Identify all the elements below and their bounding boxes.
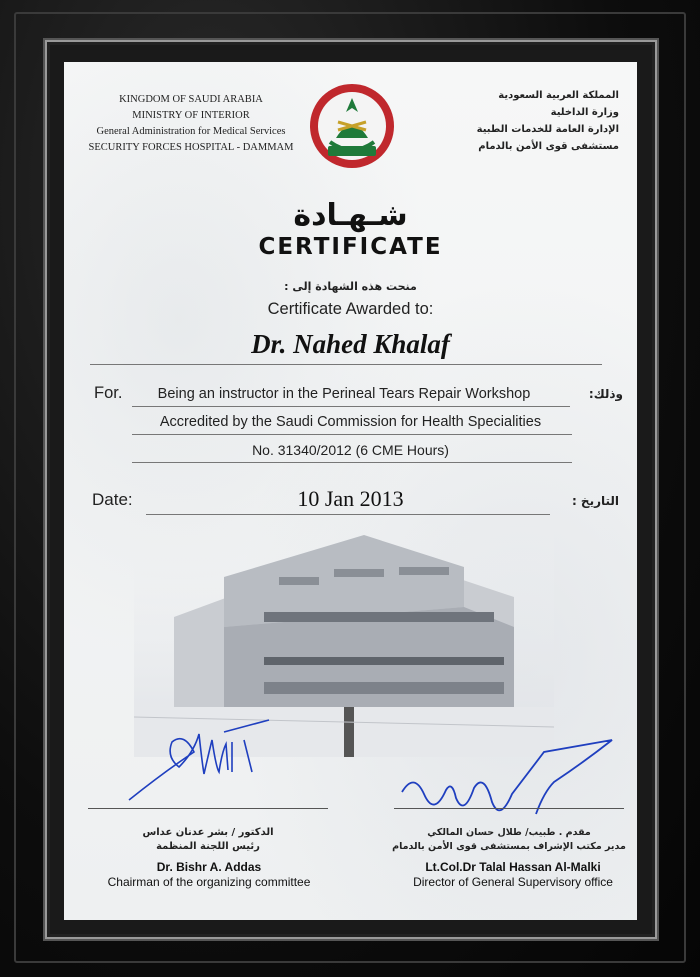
signatory-right xyxy=(394,860,632,890)
signature-left xyxy=(124,712,274,807)
awarded-to-english: Certificate Awarded to: xyxy=(267,300,434,318)
for-line-1: Being an instructor in the Perineal Tears Repair Workshop xyxy=(157,386,531,402)
signature-right xyxy=(394,732,624,832)
signatory-right-name: Lt.Col.Dr Talal Hassan Al-Malki xyxy=(425,860,601,874)
signature-right-rule xyxy=(394,808,624,809)
date-label: Date: xyxy=(92,490,133,509)
date-value: 10 Jan 2013 xyxy=(297,486,404,511)
for-line-3-rule xyxy=(132,462,572,463)
header-right-line2: وزارة الداخلية xyxy=(550,107,619,118)
awarded-to-arabic: منحت هذه الشهادة إلى : xyxy=(284,280,417,293)
signature-left-rule xyxy=(88,808,328,809)
date-rule xyxy=(146,514,550,515)
signatory-left-arabic xyxy=(88,826,328,854)
for-line-2-rule xyxy=(132,434,572,435)
title-arabic: شـهـادة xyxy=(293,198,408,233)
header-left-line3: General Administration for Medical Services xyxy=(96,126,286,137)
header-right-line3: الإدارة العامة للخدمات الطبية xyxy=(476,124,619,135)
signatory-left-arabic-name: الدكتور / بشر عدنان عداس xyxy=(142,827,274,838)
header-right-line1: المملكة العربية السعودية xyxy=(498,90,619,101)
header-right xyxy=(429,87,619,155)
signatory-left-arabic-title: رئيس اللجنة المنظمة xyxy=(156,841,260,852)
for-line-2: Accredited by the Saudi Commission for Health Specialities xyxy=(159,414,542,430)
header-left-line1: KINGDOM OF SAUDI ARABIA xyxy=(119,94,263,105)
for-label: For. xyxy=(94,384,123,402)
signatory-right-arabic-name: مقدم . طبيب/ طلال حسان المالكي xyxy=(427,827,591,838)
signatory-right-arabic xyxy=(384,826,634,854)
for-label-arabic: وذلك: xyxy=(588,387,623,401)
signatory-left xyxy=(78,860,340,890)
header-left-line4: SECURITY FORCES HOSPITAL - DAMMAM xyxy=(88,142,294,153)
signatory-left-title: Chairman of the organizing committee xyxy=(107,875,311,889)
certificate-paper xyxy=(64,62,637,920)
title-english: CERTIFICATE xyxy=(258,234,443,260)
for-line-1-rule xyxy=(132,406,570,407)
signatory-left-name: Dr. Bishr A. Addas xyxy=(156,860,262,874)
date-label-arabic: التاريخ : xyxy=(571,494,619,508)
security-forces-emblem-icon xyxy=(308,82,396,170)
signatory-right-arabic-title: مدير مكتب الإشراف بمستشفى قوى الأمن بالدمام xyxy=(392,841,626,852)
signatory-right-title: Director of General Supervisory office xyxy=(413,875,613,889)
header-left-line2: MINISTRY OF INTERIOR xyxy=(132,110,250,121)
name-underline xyxy=(90,364,602,365)
recipient-name: Dr. Nahed Khalaf xyxy=(251,329,450,359)
header-right-line4: مستشفى قوى الأمن بالدمام xyxy=(478,141,619,152)
header-left xyxy=(76,92,306,156)
for-line-3: No. 31340/2012 (6 CME Hours) xyxy=(252,442,449,458)
